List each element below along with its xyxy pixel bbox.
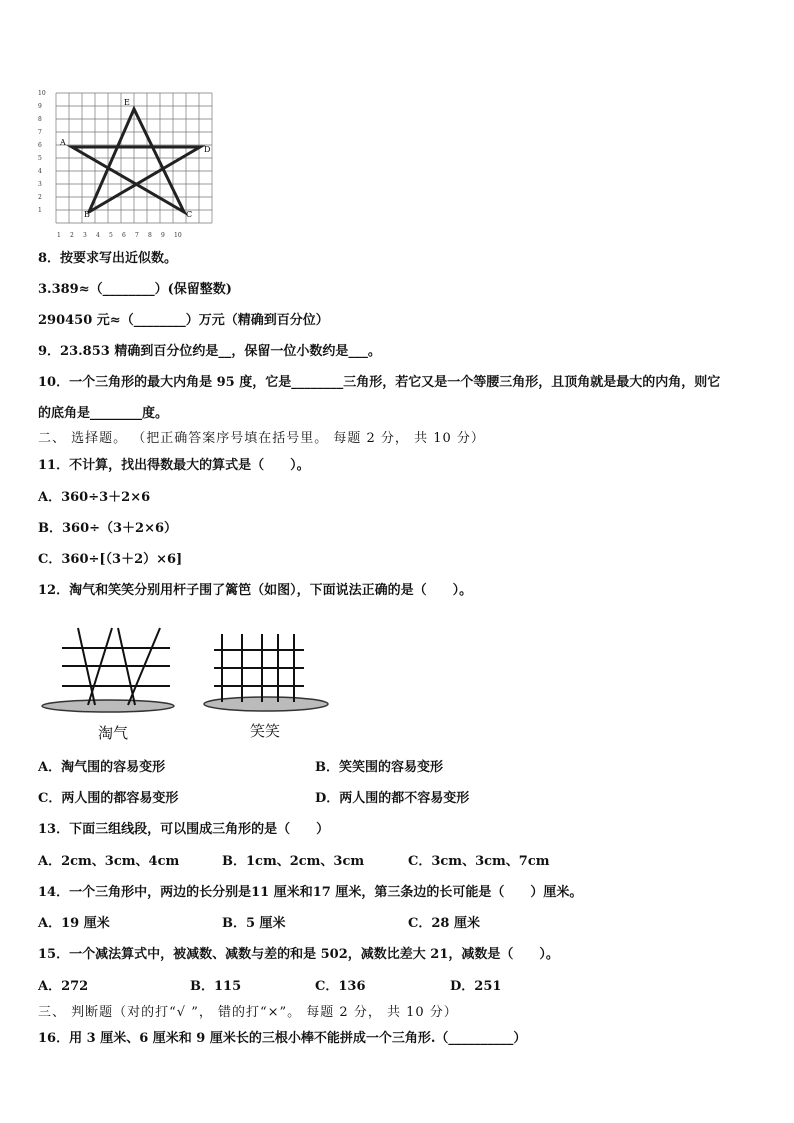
question-15-stem: 15．一个减法算式中，被减数、减数与差的和是 502，减数比差大 21，减数是（ ）。 [38, 947, 559, 962]
fence-figure-xiaoxiao [200, 628, 335, 718]
question-14-option-b: B．5 厘米 [222, 916, 286, 931]
point-label-e: E [124, 98, 130, 107]
question-14-option-a: A．19 厘米 [38, 916, 110, 931]
question-12-option-d: D．两人围的都不容易变形 [315, 791, 470, 806]
section-3-heading: 三、 判断题（对的打“√ ”， 错的打“×”。 每题 2 分， 共 10 分） [38, 1005, 458, 1020]
x-tick-label: 3 [83, 232, 87, 238]
y-tick-label: 3 [38, 181, 42, 188]
question-11-stem: 11．不计算，找出得数最大的算式是（ ）。 [38, 458, 310, 473]
point-label-c: C [186, 210, 193, 219]
question-15-option-d: D．251 [450, 979, 502, 994]
question-12-option-a: A．淘气围的容易变形 [38, 760, 166, 775]
y-tick-label: 7 [38, 129, 42, 136]
x-tick-label: 6 [122, 232, 126, 238]
question-13-option-a: A．2cm、3cm、4cm [38, 854, 180, 869]
question-12-option-c: C．两人围的都容易变形 [38, 791, 179, 806]
question-13-option-b: B．1cm、2cm、3cm [222, 854, 365, 869]
question-8-b: 290450 元≈（________）万元（精确到百分位） [38, 313, 329, 328]
y-tick-label: 4 [38, 168, 42, 175]
x-tick-label: 1 [57, 232, 61, 238]
question-11-option-a: A．360÷3＋2×6 [38, 490, 151, 505]
question-15-option-b: B．115 [190, 979, 242, 994]
x-tick-label: 10 [174, 232, 182, 238]
question-9: 9．23.853 精确到百分位约是__，保留一位小数约是___。 [38, 344, 381, 359]
x-tick-label: 8 [148, 232, 152, 238]
question-15-option-c: C．136 [315, 979, 366, 994]
question-14-stem: 14．一个三角形中，两边的长分别是11 厘米和17 厘米，第三条边的长可能是（ ）厘米。 [38, 885, 583, 900]
y-tick-label: 6 [38, 142, 42, 149]
point-label-d: D [204, 145, 211, 154]
question-13-option-c: C．3cm、3cm、7cm [408, 854, 550, 869]
question-10-line1: 10．一个三角形的最大内角是 95 度，它是________三角形，若它又是一个等腰三角形，且顶角就是最大的内角，则它 [38, 375, 721, 390]
star-outline [72, 109, 200, 212]
question-8-title: 8．按要求写出近似数。 [38, 251, 178, 266]
section-2-heading: 二、 选择题。 （把正确答案序号填在括号里。 每题 2 分， 共 10 分） [38, 431, 485, 446]
question-12-option-b: B．笑笑围的容易变形 [315, 760, 443, 775]
y-tick-label: 1 [38, 207, 42, 214]
point-label-b: B [84, 210, 90, 219]
question-16: 16．用 3 厘米、6 厘米和 9 厘米长的三根小棒不能拼成一个三角形.（__________） [38, 1031, 527, 1046]
y-tick-label: 2 [38, 194, 42, 201]
question-8-a: 3.389≈（________）(保留整数) [38, 282, 232, 297]
star-grid-figure [28, 88, 243, 238]
question-13-stem: 13．下面三组线段，可以围成三角形的是（ ） [38, 822, 330, 837]
y-tick-label: 5 [38, 155, 42, 162]
y-tick-label: 10 [38, 90, 46, 97]
fence-label-taoqi: 淘气 [98, 724, 129, 742]
fence-label-xiaoxiao: 笑笑 [250, 722, 281, 740]
y-tick-label: 9 [38, 103, 42, 110]
question-11-option-c: C．360÷[（3＋2）×6] [38, 552, 183, 567]
x-tick-label: 4 [96, 232, 100, 238]
question-15-option-a: A．272 [38, 979, 89, 994]
question-11-option-b: B．360÷（3＋2×6） [38, 521, 178, 536]
x-tick-label: 5 [109, 232, 113, 238]
point-label-a: A [60, 138, 66, 147]
y-tick-label: 8 [38, 116, 42, 123]
question-10-line2: 的底角是________度。 [38, 406, 169, 421]
x-tick-label: 9 [161, 232, 165, 238]
x-tick-label: 2 [70, 232, 74, 238]
question-14-option-c: C．28 厘米 [408, 916, 480, 931]
x-tick-label: 7 [135, 232, 139, 238]
fence-figure-taoqi [40, 620, 180, 720]
question-12-stem: 12．淘气和笑笑分别用杆子围了篱笆（如图），下面说法正确的是（ ）。 [38, 583, 473, 598]
